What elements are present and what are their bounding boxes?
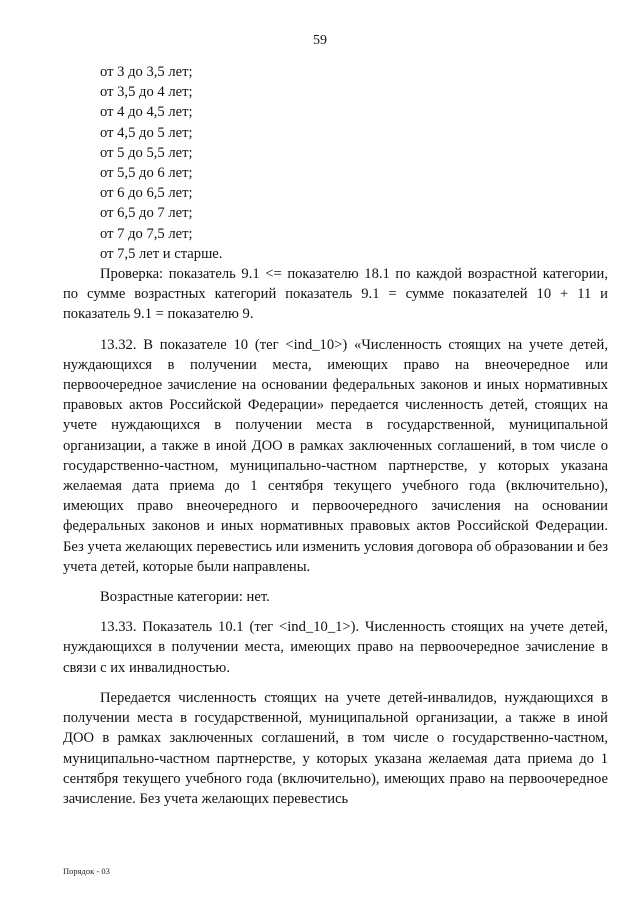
- section-13-33-paragraph: 13.33. Показатель 10.1 (тег <ind_10_1>). Численность стоящих на учете детей, нуждающихся в получении места, имеющих право на первоочередное зачисление в связи с их инвалидностью.: [63, 619, 608, 676]
- page-content: [63, 62, 608, 809]
- list-item: от 5 до 5,5 лет;: [100, 144, 193, 161]
- check-paragraph: Проверка: показатель 9.1 <= показателю 18.1 по каждой возрастной категории, по сумме возрастных категорий показатель 9.1 = сумме показателей 10 + 11 и показатель 9.1 = показателю 9.: [63, 266, 608, 323]
- list-item: от 7 до 7,5 лет;: [100, 225, 193, 242]
- age-category-list: [63, 62, 608, 264]
- list-item: от 7,5 лет и старше.: [100, 245, 223, 262]
- list-item: от 5,5 до 6 лет;: [100, 165, 193, 182]
- page-footer: Порядок - 03: [63, 866, 110, 876]
- age-categories-note: Возрастные категории: нет.: [100, 589, 270, 606]
- list-item: от 4,5 до 5 лет;: [100, 124, 193, 141]
- page-number: 59: [313, 33, 327, 48]
- list-item: от 3,5 до 4 лет;: [100, 84, 193, 101]
- list-item: от 3 до 3,5 лет;: [100, 64, 193, 80]
- list-item: от 6 до 6,5 лет;: [100, 185, 193, 202]
- section-13-33-body-paragraph: Передается численность стоящих на учете детей-инвалидов, нуждающихся в получении места в государственной, муниципальной организации, а также в иной ДОО в рамках заключенных соглашений, в том числе о государственно-частном, муниципально-частном партнерстве, у которых указана желаемая дата приема до 1 сентября текущего учебного года (включительно), имеющих право на первоочередное зачисление. Без учета желающих перевестись: [63, 689, 608, 807]
- list-item: от 4 до 4,5 лет;: [100, 104, 193, 121]
- section-13-32-paragraph: 13.32. В показателе 10 (тег <ind_10>) «Численность стоящих на учете детей, нуждающихся в получении места, имеющих право на внеочередное или первоочередное зачисление на основании федеральных законов и иных нормативных правовых актов Российской Федерации» передается численность детей, стоящих на учете нуждающихся в получении места в государственной, муниципальной организации, а также в иной ДОО в рамках заключенных соглашений, в том числе о государственно-частном, муниципально-частном партнерстве, у которых указана желаемая дата приема до 1 сентября текущего учебного года (включительно), имеющих право внеочередного и первоочередного зачисления на основании федеральных законов и иных нормативных правовых актов Российской Федерации. Без учета желающих перевестись или изменить условия договора об образовании и без учета детей, которые были направлены.: [63, 336, 608, 575]
- list-item: от 6,5 до 7 лет;: [100, 205, 193, 222]
